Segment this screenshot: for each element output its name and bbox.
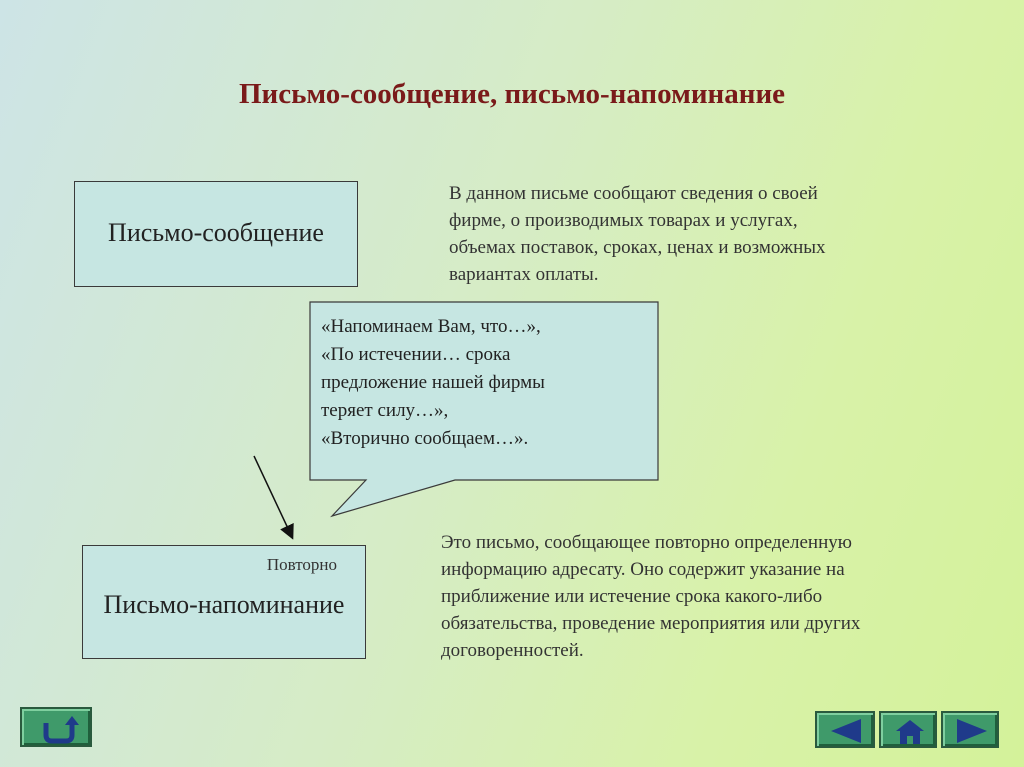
callout-line: теряет силу…», <box>321 400 449 421</box>
description-line: обязательства, проведение мероприятия или других <box>441 613 861 634</box>
description-line: объемах поставок, сроках, ценах и возможных <box>449 237 826 258</box>
slide-title: Письмо-сообщение, письмо-напоминание <box>238 78 786 110</box>
description-line: информацию адресату. Оно содержит указание на <box>441 559 845 580</box>
message-letter-label: Письмо-сообщение <box>108 218 324 247</box>
reminder-letter-box <box>82 545 366 659</box>
description-line: вариантах оплаты. <box>449 264 599 285</box>
home-icon <box>881 713 939 750</box>
reminder-letter-label: Письмо-напоминание <box>103 590 345 619</box>
next-arrow-icon <box>943 713 1001 750</box>
callout-line: предложение нашей фирмы <box>321 372 545 393</box>
return-icon <box>22 709 94 749</box>
return-button[interactable] <box>20 707 92 747</box>
description-line: Это письмо, сообщающее повторно определенную <box>441 532 852 553</box>
callout-line: «Напоминаем Вам, что…», <box>321 316 541 337</box>
previous-arrow-icon <box>817 713 877 750</box>
home-button[interactable] <box>879 711 937 748</box>
description-line: В данном письме сообщают сведения о своей <box>449 183 818 204</box>
reminder-letter-description <box>441 529 961 664</box>
next-slide-button[interactable] <box>941 711 999 748</box>
description-line: приближение или истечение срока какого-либо <box>441 586 823 607</box>
previous-slide-button[interactable] <box>815 711 875 748</box>
description-line: договоренностей. <box>441 640 584 661</box>
description-line: фирме, о производимых товарах и услугах, <box>449 210 798 231</box>
callout-line: «По истечении… срока <box>321 344 511 365</box>
reminder-small-label: Повторно <box>266 555 337 574</box>
callout-line: «Вторично сообщаем…». <box>321 428 529 449</box>
